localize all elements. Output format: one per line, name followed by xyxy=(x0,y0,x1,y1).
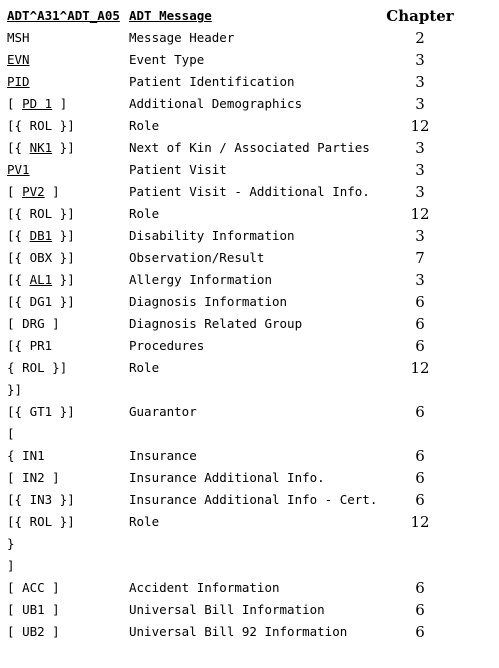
chapter-number: 12 xyxy=(410,205,430,223)
segment-close-bracket: ] xyxy=(44,580,60,595)
message-description: Insurance xyxy=(129,448,197,463)
table-row xyxy=(0,27,499,49)
segment-close-bracket: ] xyxy=(44,184,60,199)
table-row xyxy=(0,181,499,203)
segment-open-bracket: [{ xyxy=(7,492,30,507)
chapter-number: 6 xyxy=(415,623,425,641)
table-row xyxy=(0,599,499,621)
segment-open-bracket: [ xyxy=(7,316,23,331)
table-row xyxy=(0,313,499,335)
segment-code-link[interactable]: PID xyxy=(7,74,30,89)
segment-code: IN3 xyxy=(29,492,53,507)
segment-code: OBX xyxy=(29,250,53,265)
segment-cell xyxy=(7,555,15,577)
message-description: Observation/Result xyxy=(129,250,265,265)
table-row xyxy=(0,401,499,423)
segment-open-bracket: [ xyxy=(7,426,15,441)
message-description: Guarantor xyxy=(129,404,197,419)
message-description: Patient Visit xyxy=(129,162,227,177)
table-row xyxy=(0,445,499,467)
segment-cell xyxy=(7,71,30,93)
table-header xyxy=(0,5,499,27)
segment-code: PR1 xyxy=(29,338,53,353)
message-description: Role xyxy=(129,206,160,221)
segment-close-bracket: }] xyxy=(52,514,75,529)
table-row xyxy=(0,115,499,137)
segment-code-link[interactable]: NK1 xyxy=(29,140,53,155)
message-description: Next of Kin / Associated Parties xyxy=(129,140,370,155)
segment-code: IN1 xyxy=(22,448,45,463)
chapter-number: 12 xyxy=(410,513,430,531)
segment-code: ROL xyxy=(29,118,53,133)
segment-cell xyxy=(7,423,15,445)
message-description: Insurance Additional Info - Cert. xyxy=(129,492,378,507)
chapter-number: 3 xyxy=(415,271,425,289)
message-description: Role xyxy=(129,118,160,133)
segment-cell xyxy=(7,489,75,511)
segment-code: ROL xyxy=(22,360,45,375)
segment-cell xyxy=(7,181,60,203)
table-row xyxy=(0,577,499,599)
segment-code: ROL xyxy=(29,514,53,529)
segment-cell xyxy=(7,93,67,115)
segment-open-bracket: [{ xyxy=(7,294,30,309)
segment-open-bracket: [{ xyxy=(7,228,30,243)
chapter-number: 3 xyxy=(415,139,425,157)
segment-open-bracket: ] xyxy=(7,558,15,573)
segment-code: ACC xyxy=(22,580,45,595)
segment-cell xyxy=(7,159,30,181)
segment-open-bracket: [ xyxy=(7,580,23,595)
segment-open-bracket: { xyxy=(7,360,23,375)
chapter-number: 3 xyxy=(415,95,425,113)
message-description: Role xyxy=(129,360,160,375)
message-description: Role xyxy=(129,514,160,529)
table-row xyxy=(0,357,499,379)
chapter-number: 7 xyxy=(415,249,425,267)
table-row xyxy=(0,467,499,489)
segment-open-bracket: { xyxy=(7,448,23,463)
segment-open-bracket: [{ xyxy=(7,514,30,529)
table-row xyxy=(0,423,499,445)
segment-cell xyxy=(7,511,75,533)
table-row xyxy=(0,93,499,115)
segment-open-bracket: [ xyxy=(7,96,23,111)
segment-open-bracket: [{ xyxy=(7,250,30,265)
table-row xyxy=(0,335,499,357)
chapter-number: 3 xyxy=(415,161,425,179)
table-row xyxy=(0,225,499,247)
chapter-number: 3 xyxy=(415,51,425,69)
message-description: Insurance Additional Info. xyxy=(129,470,325,485)
table-row xyxy=(0,621,499,643)
segment-cell xyxy=(7,335,52,357)
table-row xyxy=(0,489,499,511)
segment-cell xyxy=(7,137,75,159)
segment-cell xyxy=(7,357,67,379)
table-row xyxy=(0,291,499,313)
segment-cell xyxy=(7,291,75,313)
segment-close-bracket: }] xyxy=(52,206,75,221)
segment-cell xyxy=(7,533,15,555)
chapter-number: 3 xyxy=(415,73,425,91)
message-column-header[interactable]: ADT Message xyxy=(129,8,212,23)
segment-open-bracket: [ xyxy=(7,184,23,199)
segment-open-bracket: } xyxy=(7,536,15,551)
segment-close-bracket: ] xyxy=(52,96,68,111)
segment-code: UB1 xyxy=(22,602,45,617)
chapter-number: 3 xyxy=(415,183,425,201)
chapter-column-header: Chapter xyxy=(386,7,454,25)
segment-code-link[interactable]: PV2 xyxy=(22,184,45,199)
chapter-number: 6 xyxy=(415,491,425,509)
segment-close-bracket: }] xyxy=(52,250,75,265)
message-description: Disability Information xyxy=(129,228,295,243)
segment-cell xyxy=(7,313,60,335)
segment-cell xyxy=(7,49,30,71)
table-row xyxy=(0,555,499,577)
chapter-number: 6 xyxy=(415,447,425,465)
table-row xyxy=(0,379,499,401)
message-description: Allergy Information xyxy=(129,272,272,287)
chapter-number: 3 xyxy=(415,227,425,245)
chapter-number: 6 xyxy=(415,337,425,355)
segment-close-bracket: }] xyxy=(52,228,75,243)
segment-open-bracket: [ xyxy=(7,624,23,639)
segment-cell xyxy=(7,247,75,269)
segment-code: DRG xyxy=(22,316,45,331)
segment-close-bracket: }] xyxy=(52,492,75,507)
message-description: Patient Visit - Additional Info. xyxy=(129,184,370,199)
segment-close-bracket: }] xyxy=(52,118,75,133)
table-row xyxy=(0,533,499,555)
table-row xyxy=(0,247,499,269)
segment-cell xyxy=(7,269,75,291)
segment-cell xyxy=(7,203,75,225)
chapter-number: 12 xyxy=(410,117,430,135)
segment-open-bracket: [{ xyxy=(7,140,30,155)
segment-cell xyxy=(7,225,75,247)
table-row xyxy=(0,71,499,93)
segment-code-link[interactable]: DB1 xyxy=(29,228,53,243)
chapter-number: 6 xyxy=(415,315,425,333)
table-row xyxy=(0,511,499,533)
segment-open-bracket: [{ xyxy=(7,404,30,419)
message-description: Message Header xyxy=(129,30,235,45)
message-description: Diagnosis Information xyxy=(129,294,288,309)
segment-open-bracket: [ xyxy=(7,602,23,617)
segment-close-bracket: }] xyxy=(52,294,75,309)
segment-code: DG1 xyxy=(29,294,53,309)
segment-cell xyxy=(7,401,75,423)
message-description: Patient Identification xyxy=(129,74,295,89)
segment-code-link[interactable]: PV1 xyxy=(7,162,30,177)
table-row xyxy=(0,269,499,291)
message-description: Additional Demographics xyxy=(129,96,303,111)
segment-close-bracket: }] xyxy=(52,404,75,419)
chapter-number: 6 xyxy=(415,469,425,487)
message-description: Diagnosis Related Group xyxy=(129,316,303,331)
chapter-number: 6 xyxy=(415,403,425,421)
segment-close-bracket: }] xyxy=(52,272,75,287)
table-row xyxy=(0,137,499,159)
segment-close-bracket: ] xyxy=(44,602,60,617)
segment-cell xyxy=(7,27,30,49)
chapter-number: 6 xyxy=(415,293,425,311)
message-description: Accident Information xyxy=(129,580,280,595)
table-row xyxy=(0,49,499,71)
segment-open-bracket: [{ xyxy=(7,338,30,353)
message-description: Universal Bill Information xyxy=(129,602,325,617)
segment-code: UB2 xyxy=(22,624,45,639)
segment-code: GT1 xyxy=(29,404,53,419)
segment-code-link[interactable]: PD 1 xyxy=(22,96,53,111)
chapter-number: 6 xyxy=(415,601,425,619)
segment-close-bracket: }] xyxy=(52,140,75,155)
message-description: Procedures xyxy=(129,338,205,353)
segment-close-bracket: ] xyxy=(44,316,60,331)
segment-cell xyxy=(7,621,60,643)
segment-code: ROL xyxy=(29,206,53,221)
segment-close-bracket: }] xyxy=(44,360,68,375)
chapter-number: 12 xyxy=(410,359,430,377)
segment-close-bracket: ] xyxy=(44,470,60,485)
message-description: Universal Bill 92 Information xyxy=(129,624,348,639)
segment-code-link[interactable]: EVN xyxy=(7,52,30,67)
segment-code: IN2 xyxy=(22,470,45,485)
segment-open-bracket: [{ xyxy=(7,118,30,133)
segment-open-bracket: [{ xyxy=(7,272,30,287)
segment-code: MSH xyxy=(7,30,30,45)
segment-cell xyxy=(7,599,60,621)
segment-open-bracket: }] xyxy=(7,382,23,397)
table-row xyxy=(0,159,499,181)
segment-code-link[interactable]: AL1 xyxy=(29,272,53,287)
segment-cell xyxy=(7,379,22,401)
table-row xyxy=(0,203,499,225)
segment-cell xyxy=(7,115,75,137)
segment-open-bracket: [ xyxy=(7,470,23,485)
segment-cell xyxy=(7,445,45,467)
segments-column-header[interactable]: ADT^A31^ADT_A05 xyxy=(7,8,120,23)
chapter-number: 2 xyxy=(415,29,425,47)
segment-cell xyxy=(7,577,60,599)
chapter-number: 6 xyxy=(415,579,425,597)
segment-open-bracket: [{ xyxy=(7,206,30,221)
segment-close-bracket: ] xyxy=(44,624,60,639)
segment-cell xyxy=(7,467,60,489)
message-description: Event Type xyxy=(129,52,205,67)
